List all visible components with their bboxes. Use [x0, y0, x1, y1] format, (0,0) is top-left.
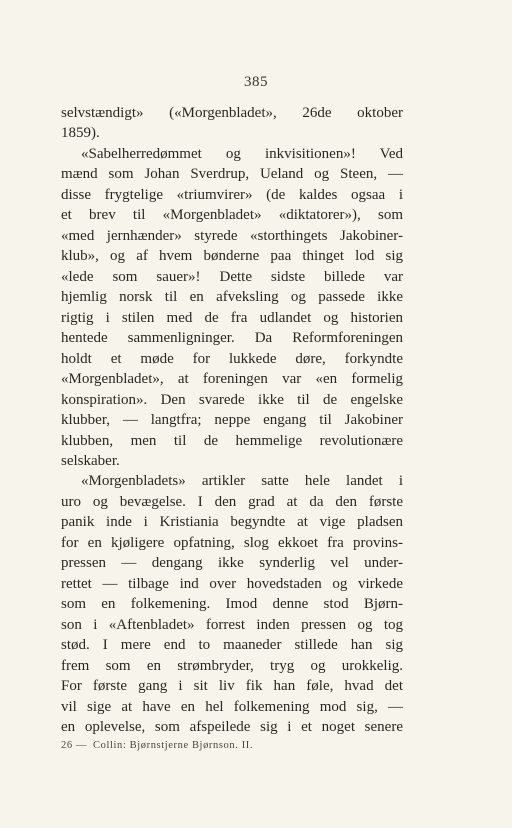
text-line: «med jernhænder» styrede «storthingets Jakobiner-	[61, 227, 403, 244]
footer-signature-line	[61, 740, 403, 751]
text-line: hjemlig norsk til en afveksling og passede ikke	[61, 289, 403, 306]
text-line: selvstændigt» («Morgenbladet», 26de oktober	[61, 105, 403, 121]
text-line: vil sige at have en hel folkemening mod sig, —	[61, 698, 403, 715]
text-line: For første gang i sit liv fik han føle, hvad det	[61, 678, 403, 695]
text-line: klub», og af hvem bønderne paa thinget lod sig	[61, 248, 403, 265]
text-line: «lede som sauer»! Dette sidste billede var	[61, 268, 403, 285]
text-line: frem som en strømbryder, tryg og urokkelig.	[61, 657, 403, 674]
text-line: konspiration». Den svarede ikke til de engelske	[61, 391, 403, 408]
text-line: som en folkemening. Imod denne stod Bjørn-	[61, 596, 403, 613]
page-number: 385	[244, 74, 268, 90]
text-line: stød. I mere end to maaneder stillede han sig	[61, 637, 403, 654]
text-line: pressen — dengang ikke synderlig vel under-	[61, 555, 403, 572]
text-line: uro og bevægelse. I den grad at da den første	[61, 493, 403, 510]
text-line: en oplevelse, som afspeilede sig i et noget senere	[61, 719, 403, 736]
text-line: klubber, — langtfra; neppe engang til Jakobiner	[61, 412, 403, 429]
text-line: et brev til «Morgenbladet» «diktatorer»), som	[61, 207, 403, 224]
text-line: selskaber.	[61, 452, 120, 469]
text-line: mænd som Johan Sverdrup, Ueland og Steen, —	[61, 166, 403, 183]
text-line: panik inde i Kristiania begyndte at vige pladsen	[61, 514, 403, 531]
footer-title: Collin: Bjørnstjerne Bjørnson. II.	[93, 740, 254, 751]
text-line: hentede sammenligninger. Da Reformforeningen	[61, 330, 403, 347]
text-line: «Morgenbladet», at foreningen var «en formelig	[61, 371, 403, 388]
text-line: for en kjøligere opfatning, slog ekkoet fra provins-	[61, 534, 403, 551]
text-line: son i «Aftenbladet» forrest inden pressen og tog	[61, 616, 403, 633]
text-line: «Sabelherredømmet og inkvisitionen»! Ved	[81, 145, 403, 162]
text-line: klubben, men til de hemmelige revolutionære	[61, 432, 403, 449]
text-line: holdt et møde for lukkede døre, forkyndte	[61, 350, 403, 367]
text-line: «Morgenbladets» artikler satte hele landet i	[81, 473, 403, 490]
text-line: 1859).	[61, 125, 100, 142]
text-line: rigtig i stilen med de fra udlandet og historien	[61, 309, 403, 326]
text-line: disse frygtelige «triumvirer» (de kaldes ogsaa i	[61, 186, 403, 203]
body-text	[61, 103, 403, 738]
signature-mark: 26 —	[61, 740, 88, 751]
text-line: rettet — tilbage ind over hovedstaden og virkede	[61, 575, 403, 592]
